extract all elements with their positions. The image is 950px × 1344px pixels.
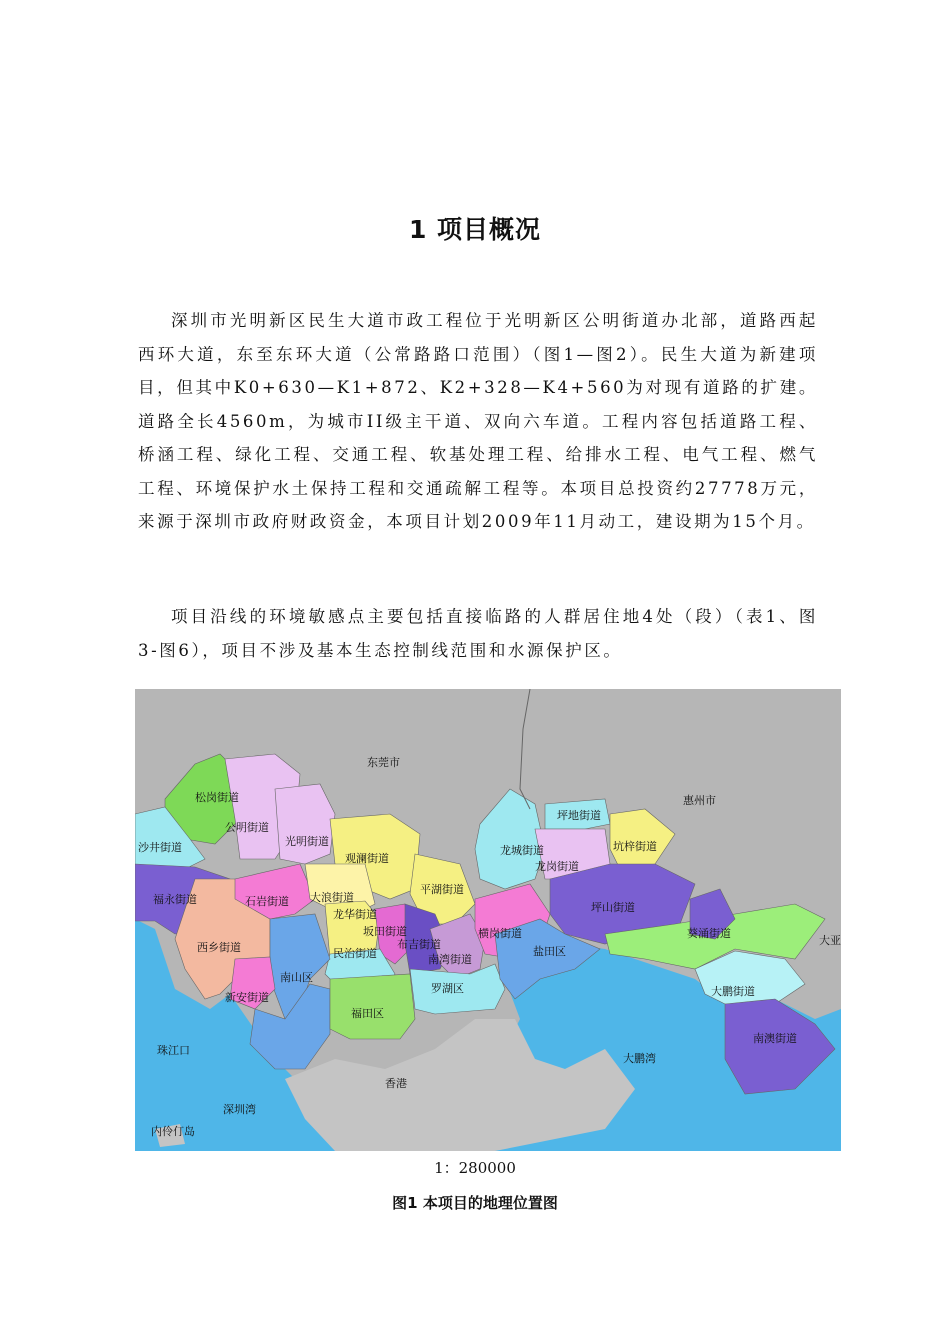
label-xianggang: 香港: [385, 1077, 407, 1090]
paragraph-2: 项目沿线的环境敏感点主要包括直接临路的人群居住地4处（段）（表1、图3-图6），项目不涉及基本生态控制线范围和水源保护区。: [138, 607, 818, 660]
region-longcheng: [475, 789, 545, 889]
label-longhua: 龙华街道: [333, 908, 377, 921]
label-shenzhenwan: 深圳湾: [223, 1103, 256, 1116]
label-kengzi: 坑梓街道: [613, 840, 657, 853]
label-xinan: 新安街道: [225, 991, 269, 1004]
label-huizhou: 惠州市: [683, 794, 716, 807]
label-longgang: 龙岗街道: [535, 860, 579, 873]
label-xixiang: 西乡街道: [197, 941, 241, 954]
label-dayawan: 大亚: [819, 934, 841, 947]
label-dalang: 大浪街道: [310, 891, 354, 904]
paragraph-1: 深圳市光明新区民生大道市政工程位于光明新区公明街道办北部，道路西起西环大道，东至东环大道（公常路路口范围）（图1—图2）。民生大道为新建项目，但其中K0+630—K1+872、K2+328—K4+560为对现有道路的扩建。道路全长4560m，为城市II级主干道、双向六车道。工程内容包括道路工程、桥涵工程、绿化工程、交通工程、软基处理工程、给排水工程、电气工程、燃气工程、环境保护水土保持工程和交通疏解工程等。本项目总投资约27778万元，来源于深圳市政府财政资金，本项目计划2009年11月动工，建设期为15个月。: [138, 311, 818, 531]
section-heading: 1 项目概况: [408, 215, 542, 244]
region-kengzi: [610, 809, 675, 869]
location-map: [135, 689, 841, 1151]
label-yantian: 盐田区: [533, 945, 566, 958]
figure-caption: 图1 本项目的地理位置图: [392, 1194, 558, 1212]
label-shajing: 沙井街道: [138, 841, 182, 854]
intro-paragraph: [138, 304, 818, 539]
label-bantian: 坂田街道: [363, 925, 407, 938]
label-guangming: 光明街道: [285, 835, 329, 848]
map-svg: [135, 689, 841, 1151]
label-pingshan: 坪山街道: [591, 901, 635, 914]
label-neilingding: 内伶仃岛: [151, 1125, 195, 1138]
label-longcheng: 龙城街道: [500, 844, 544, 857]
label-nanao: 南澳街道: [753, 1032, 797, 1045]
label-luohu: 罗湖区: [431, 982, 464, 995]
label-nanshan: 南山区: [280, 971, 313, 984]
label-fuyong: 福永街道: [153, 893, 197, 906]
label-buji: 布吉街道: [397, 938, 441, 951]
map-scale: 1：280000: [434, 1159, 516, 1177]
label-pinghu: 平湖街道: [420, 883, 464, 896]
label-pingdi: 坪地街道: [557, 809, 601, 822]
label-minzhi: 民治街道: [333, 947, 377, 960]
label-kuiyong: 葵涌街道: [687, 927, 731, 940]
label-dongguan: 东莞市: [367, 756, 400, 769]
region-guangming: [275, 784, 335, 864]
label-gongming: 公明街道: [225, 821, 269, 834]
label-dapeng: 大鹏街道: [711, 985, 755, 998]
label-guanlan: 观澜街道: [345, 852, 389, 865]
sensitive-points-paragraph: [138, 600, 818, 667]
label-shiyan: 石岩街道: [245, 895, 289, 908]
label-henggang: 横岗街道: [478, 927, 522, 940]
label-dapengwan: 大鹏湾: [623, 1052, 656, 1065]
label-zhujiangkou: 珠江口: [157, 1044, 190, 1057]
label-songgang: 松岗街道: [195, 791, 239, 804]
boundary-line: [520, 689, 530, 809]
label-nanwan: 南湾街道: [428, 953, 472, 966]
label-futian: 福田区: [351, 1007, 384, 1020]
